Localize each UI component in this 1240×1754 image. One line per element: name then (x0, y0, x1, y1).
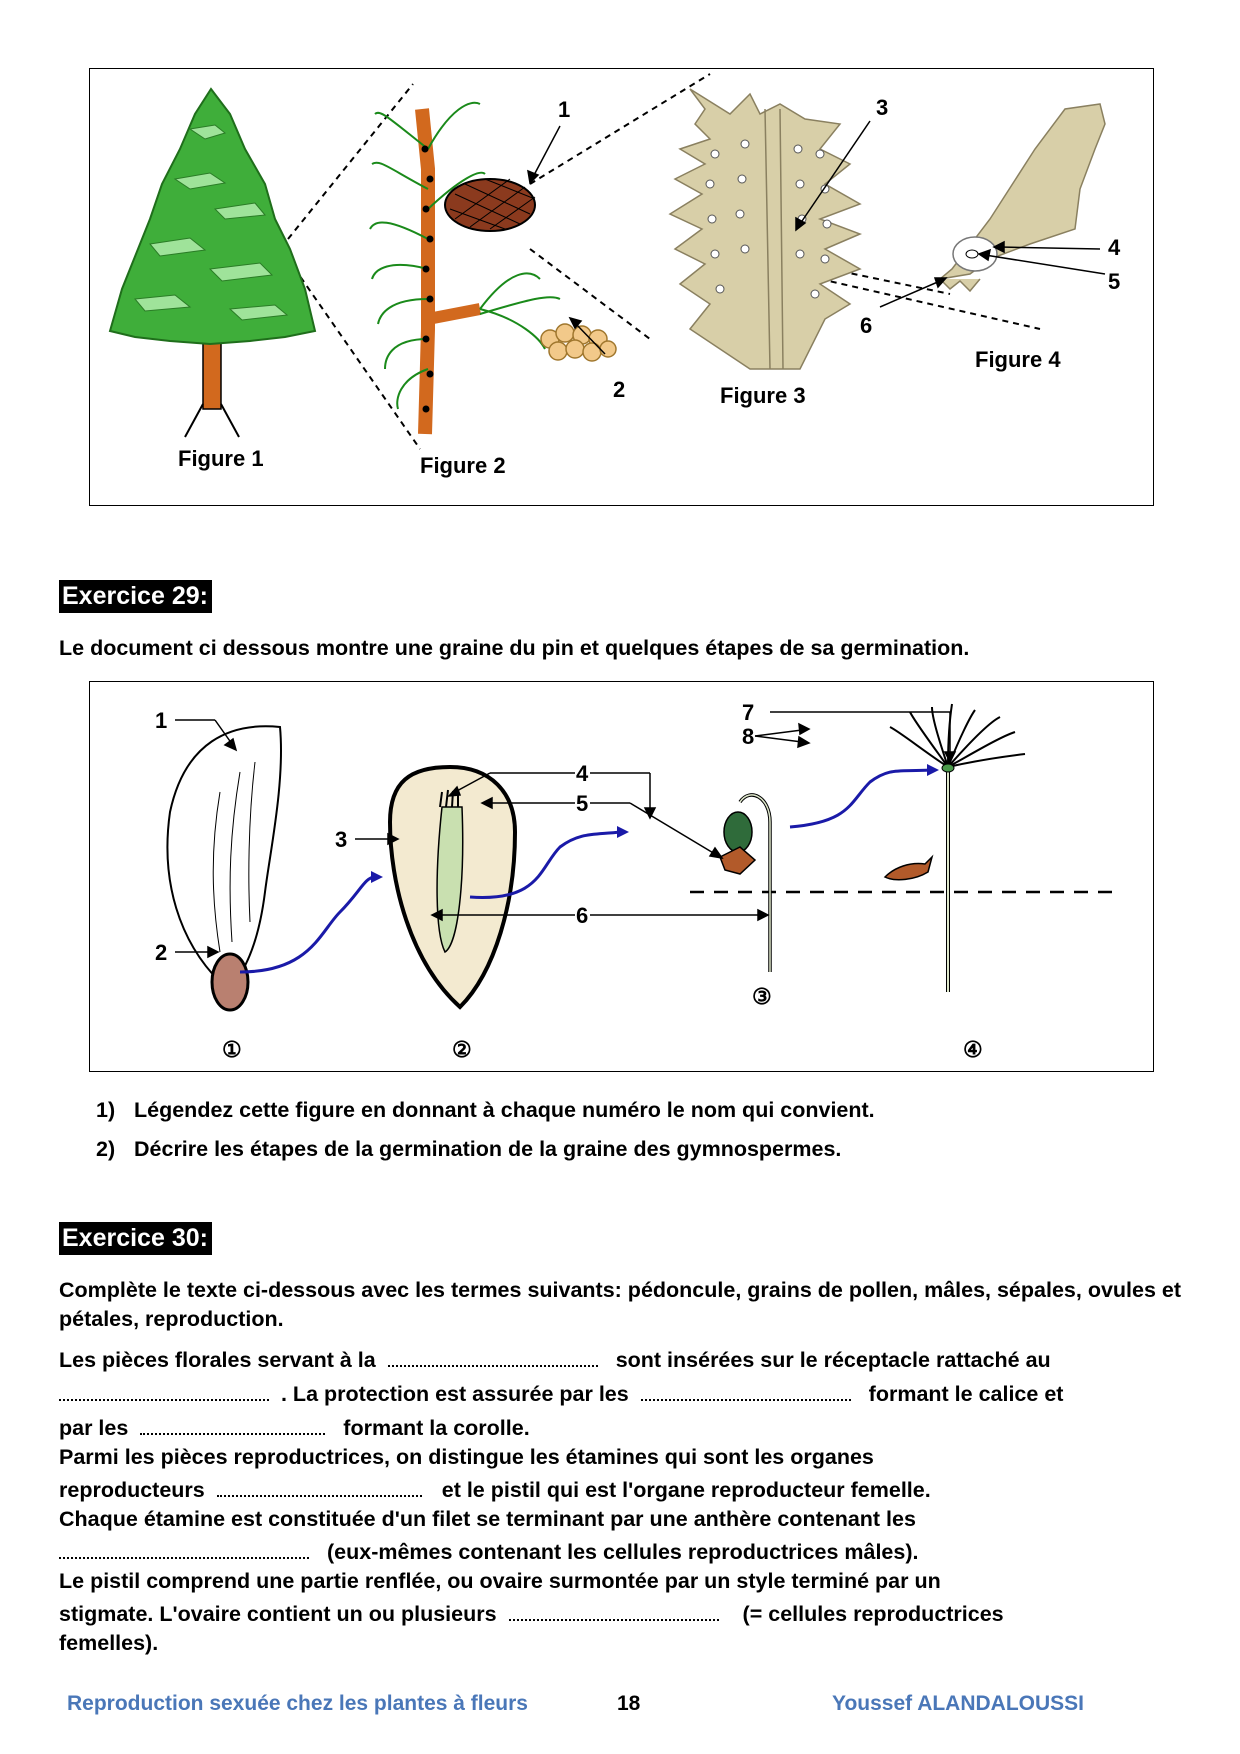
fill-text-line-8: Le pistil comprend une partie renflée, ou ovaire surmontée par un style terminé par un (59, 1569, 941, 1593)
fill-text-5b: et le pistil qui est l'organe reproducteur femelle. (441, 1478, 931, 1502)
blank-2[interactable] (59, 1389, 269, 1401)
stage-3-label: ③ (752, 984, 772, 1009)
exercise-29-intro: Le document ci dessous montre une graine du pin et quelques étapes de sa germination. (59, 636, 970, 660)
question-2-number: 2) (96, 1137, 116, 1161)
pine-figures-illustration (90, 69, 1153, 505)
fill-text-line-4: Parmi les pièces reproductrices, on distingue les étamines qui sont les organes (59, 1445, 874, 1469)
fill-text-9b: (= cellules reproductrices (742, 1602, 1004, 1626)
germ-number-8: 8 (742, 724, 755, 749)
fill-text-1a: Les pièces florales servant à la (59, 1348, 376, 1372)
fill-text-2a: . La protection est assurée par les (280, 1382, 629, 1406)
blank-5[interactable] (217, 1485, 422, 1497)
germ-number-5: 5 (576, 791, 589, 816)
germination-figure-box (89, 681, 1154, 1072)
fig-top-number-5: 5 (1108, 269, 1121, 294)
exercise-29-title: Exercice 29: (59, 580, 212, 613)
footer-course-title: Reproduction sexuée chez les plantes à fleurs (67, 1692, 528, 1715)
blank-3[interactable] (641, 1389, 851, 1401)
stage-4-label: ④ (963, 1037, 983, 1062)
exercise-30-intro: Complète le texte ci-dessous avec les termes suivants: pédoncule, grains de pollen, mâles, sépales, ovules et pétales, reproduction. (59, 1278, 1182, 1331)
figure-4-label: Figure 4 (975, 347, 1061, 372)
fill-text-line-2 (59, 1380, 1199, 1409)
fill-text-line-5 (59, 1476, 1199, 1505)
figure-3-label: Figure 3 (720, 383, 806, 408)
male-cones (541, 324, 616, 361)
fill-text-line-9 (59, 1600, 1199, 1629)
blank-4[interactable] (140, 1423, 325, 1435)
fill-text-line-7 (59, 1538, 1199, 1567)
pine-tree-drawing (110, 89, 315, 437)
germ-number-7: 7 (742, 700, 755, 725)
seed-body (212, 954, 248, 1010)
blank-6[interactable] (59, 1547, 309, 1559)
footer-author: Youssef ALANDALOUSSI (832, 1692, 1085, 1715)
fig-top-number-1: 1 (558, 97, 571, 122)
fill-text-line-1 (59, 1346, 1199, 1375)
germ-number-1: 1 (155, 708, 168, 733)
fig-top-number-3: 3 (876, 95, 889, 120)
fill-text-7: (eux-mêmes contenant les cellules reproductrices mâles). (326, 1540, 919, 1564)
fill-text-line-6: Chaque étamine est constituée d'un filet se terminant par une anthère contenant les (59, 1507, 916, 1531)
pine-figures-box (89, 68, 1154, 506)
fig-top-number-6: 6 (860, 313, 873, 338)
footer-page-number: 18 (617, 1692, 641, 1715)
figure-1-label: Figure 1 (178, 446, 264, 471)
germ-number-2: 2 (155, 940, 168, 965)
question-1 (96, 1098, 875, 1123)
blank-1[interactable] (388, 1355, 598, 1367)
scale-detail-drawing (940, 104, 1105, 291)
fill-text-line-3 (59, 1414, 1199, 1443)
blank-7[interactable] (509, 1609, 719, 1621)
fig-top-number-2: 2 (613, 377, 626, 402)
germ-number-4: 4 (576, 761, 589, 786)
germination-illustration (90, 682, 1153, 1071)
cone-section-drawing (670, 89, 860, 369)
stage-2-label: ② (452, 1037, 472, 1062)
fill-text-3a: par les (59, 1416, 129, 1440)
fill-text-9a: stigmate. L'ovaire contient un ou plusieurs (59, 1602, 497, 1626)
stage-1-label: ① (222, 1037, 242, 1062)
germ-number-6: 6 (576, 903, 589, 928)
question-2 (96, 1137, 841, 1162)
fill-text-3b: formant la corolle. (343, 1416, 530, 1440)
fill-text-5a: reproducteurs (59, 1478, 205, 1502)
pine-branch-drawing (370, 103, 616, 434)
question-2-text: Décrire les étapes de la germination de la graine des gymnospermes. (134, 1137, 842, 1161)
fill-text-1b: sont insérées sur le réceptacle rattaché au (615, 1348, 1051, 1372)
fill-text-line-10: femelles). (59, 1631, 159, 1655)
question-1-text: Légendez cette figure en donnant à chaque numéro le nom qui convient. (134, 1098, 875, 1122)
question-1-number: 1) (96, 1098, 116, 1122)
exercise-30-title: Exercice 30: (59, 1222, 212, 1255)
fig-top-number-4: 4 (1108, 235, 1121, 260)
fill-text-2b: formant le calice et (868, 1382, 1064, 1406)
germ-number-3: 3 (335, 827, 348, 852)
figure-2-label: Figure 2 (420, 453, 506, 478)
